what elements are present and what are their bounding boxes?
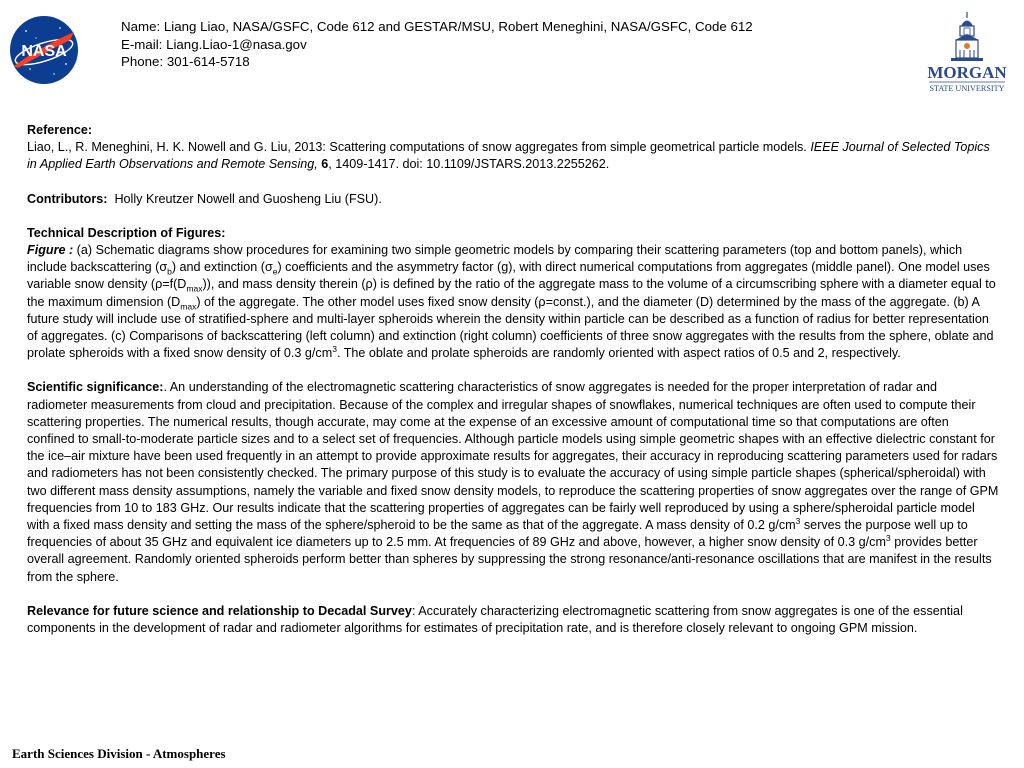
contact-block [121,18,753,71]
contact-phone: Phone: 301-614-5718 [121,54,250,69]
nasa-logo [8,14,80,86]
contact-name: Name: Liang Liao, NASA/GSFC, Code 612 and GESTAR/MSU, Robert Meneghini, NASA/GSFC, Code 612 [121,19,753,34]
contact-email: E-mail: Liang.Liao-1@nasa.gov [121,36,307,52]
scientific-significance: Scientific significance:. An understanding of the electromagnetic scattering characteristics of snow aggregates is needed for the proper interpretation of radar and radiometer measurements from cloud and precipitation. Because of the complex and irregular shapes of snowflakes, numerical techniques are often used to compute their scattering properties. The numerical results, though accurate, may come at the expense of an excessive amount of computational time so that computations are often confined to small-to-moderate particle sizes and to a select set of frequencies. Although particle models using simple geometric shapes with an effective dielectric constant for the ice–air mixture have been used frequently in an attempt to provide approximate results for aggregates, their accuracy in reproducing scattering parameters used for radars and radiometers has not been consistently checked. The primary purpose of this study is to evaluate the accuracy of using simple particle shapes (spherical/spheroidal) with two different mass density assumptions, namely the variable and fixed snow density models, to reproduce the scattering properties of snow aggregates over the range of GPM frequencies from 10 to 183 GHz. Our results indicate that the scattering properties of aggregates can be fairly well reproduced by using a sphere/spheroidal particle model with a fixed mass density and setting the mass of the sphere/spheroid to be the same as that of the aggregate. A mass density of 0.2 $g/cm^3$ serves the purpose well up to frequencies of about 35 GHz and equivalent ice diameters up to 2.5 mm. At frequencies of 89 GHz and above, however, a higher snow density of 0.3 $g/cm^3$ provides better overall agreement. Randomly oriented spheroids perform better than spheres by suppressing the strong resonance/anti-resonance oscillations that are manifest in the results from the sphere. [27,380,999,584]
contributors: Contributors: Holly Kreutzer Nowell and Guosheng Liu (FSU). [27,191,382,206]
technical-heading: Technical Description of Figures: [27,225,226,240]
reference-text: Liao, L., R. Meneghini, H. K. Nowell and G. Liu, 2013: Scattering computations of snow aggregates from simple geometrical particle models. IEEE Journal of Selected Topics in Applied Earth Observations and Remote Sensing, 6, 1409-1417. doi: 10.1109/JSTARS.2013.2255262. [27,140,990,172]
reference-heading: Reference: [27,123,93,137]
relevance: Relevance for future science and relationship to Decadal Survey: Accurately characterizing electromagnetic scattering from snow aggregates is one of the essential components in the development of radar and radiometer algorithms for estimates of precipitation rate, and is therefore closely relevant to ongoing GPM mission. [27,603,963,636]
nasa-logo-text: NASA [21,43,67,60]
footer-division: Earth Sciences Division - Atmospheres [12,746,226,761]
morgan-logo-subtext: STATE UNIVERSITY [929,84,1005,93]
morgan-logo-text: MORGAN [927,63,1007,82]
morgan-state-logo [921,10,1013,98]
main-content [27,122,999,637]
technical-description: Figure : (a) Schematic diagrams show procedures for examining two simple geometric models by comparing their scattering parameters (top and bottom panels), which include backscattering $(\sigma_b)$ and extinction $(\sigma_e)$ coefficients and the asymmetry factor (g), with direct numerical computations from aggregates (middle panel). One model uses variable snow density $(\rho=f(D_{max}))$, and mass density therein (ρ) is defined by the ratio of the aggregate mass to the volume of a circumscribing sphere with a diameter equal to the maximum dimension $(D_{max})$ of the aggregate. The other model uses fixed snow density (ρ=const.), and the diameter (D) determined by the mass of the aggregate. (b) A future study will include use of stratified-sphere and multi-layer spheroids wherein the density within particle can be described as a function of radius for better representation of aggregates. (c) Comparisons of backscattering (left column) and extinction (right column) coefficients of three snow aggregates with the results from the sphere, oblate and prolate spheroids with a fixed snow density of 0.3 $g/cm^3$. The oblate and prolate spheroids are randomly oriented with aspect ratios of 0.5 and 2, respectively. [27,243,996,361]
